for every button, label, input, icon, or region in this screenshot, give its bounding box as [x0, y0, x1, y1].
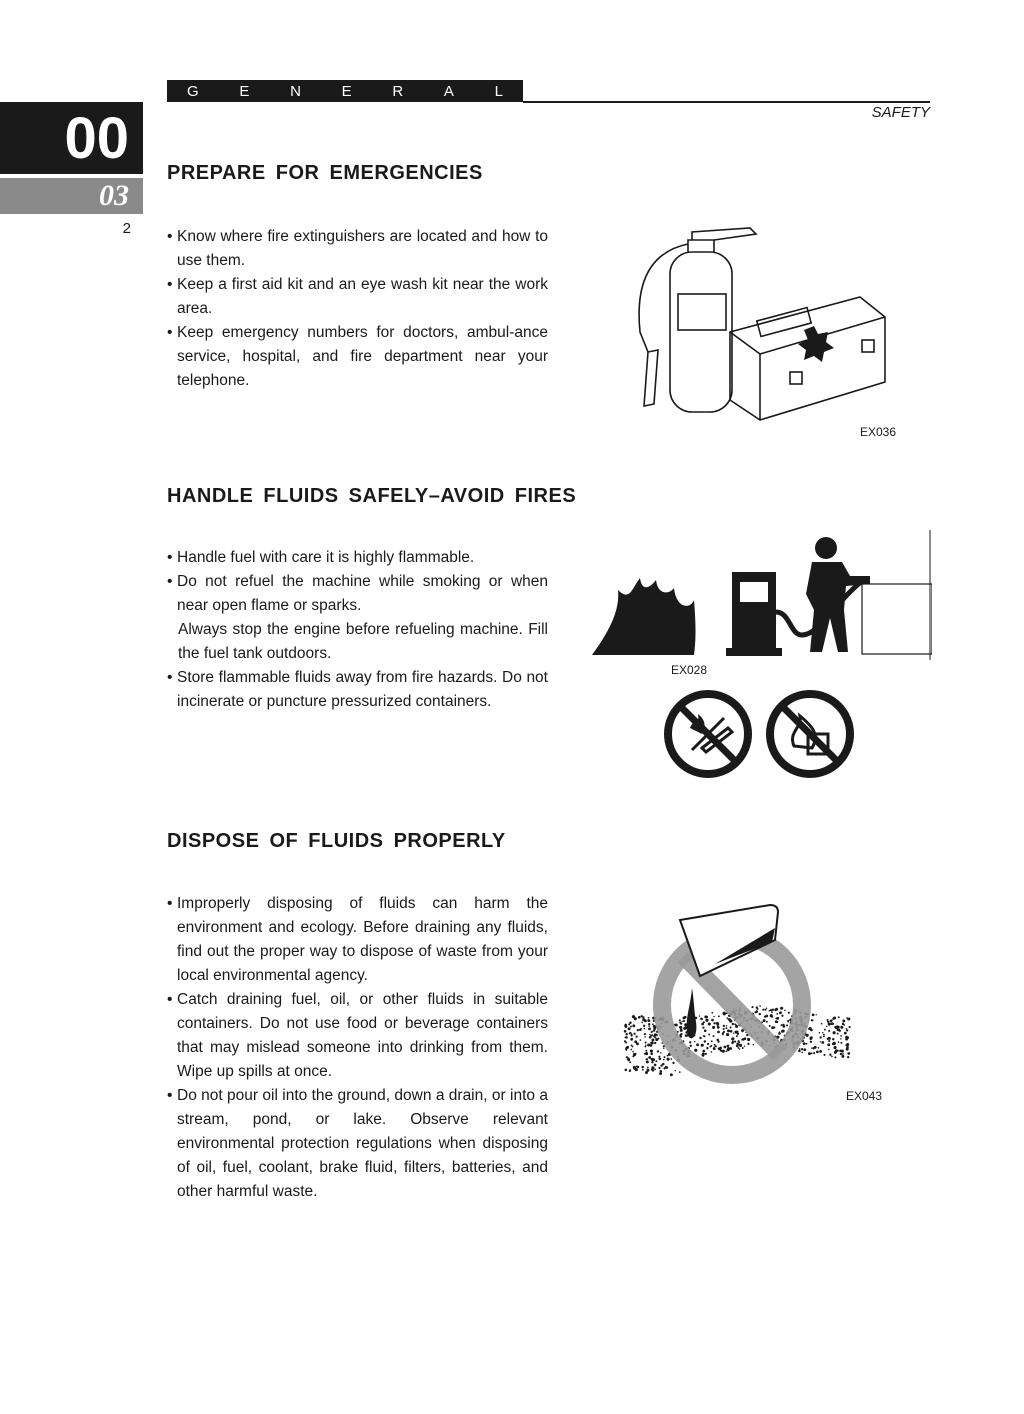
header-letter: E — [341, 82, 352, 100]
figure-code: EX028 — [671, 663, 708, 677]
list-item: • Know where fire extinguishers are located and how to use them. — [167, 225, 548, 273]
bullet-list — [167, 546, 548, 714]
list-item: • Keep a first aid kit and an eye wash kit near the work area. — [167, 273, 548, 321]
list-item: Always stop the engine before refueling machine. Fill the fuel tank outdoors. — [178, 621, 548, 662]
refueling-fire-illustration — [590, 530, 932, 665]
list-item: • Keep emergency numbers for doctors, ambul-ance service, hospital, and fire department near your telephone. — [167, 321, 548, 393]
section-heading: PREPARE FOR EMERGENCIES — [167, 162, 483, 184]
subchapter-tab: 03 — [0, 178, 143, 214]
header-rule — [523, 101, 930, 103]
section-heading: HANDLE FLUIDS SAFELY–AVOID FIRES — [167, 485, 577, 507]
list-item: • Do not refuel the machine while smoking or when near open flame or sparks. — [167, 570, 548, 618]
list-item: • Do not pour oil into the ground, down a drain, or into a stream, pond, or lake. Observe relevant environmental protection regulations when disposing of oil, fuel, coolant, brake fluid, filters, batteries, and other harmful waste. — [167, 1084, 548, 1204]
no-pouring-on-ground-illustration — [620, 900, 855, 1090]
header-letter: G — [187, 82, 199, 100]
chapter-tab: 00 — [0, 102, 143, 174]
fire-extinguisher-first-aid-illustration — [630, 222, 895, 427]
chapter-header-band — [167, 80, 523, 102]
figure-code: EX036 — [860, 425, 897, 439]
header-letter: R — [392, 82, 404, 100]
list-item: • Improperly disposing of fluids can harm the environment and ecology. Before draining any fluids, find out the proper way to dispose of waste from your local environmental agency. — [167, 892, 548, 988]
header-letter: A — [443, 82, 454, 100]
bullet-list — [167, 892, 548, 1204]
list-item: • Store flammable fluids away from fire hazards. Do not incinerate or puncture pressurized containers. — [167, 666, 548, 714]
header-letter: E — [239, 82, 250, 100]
header-letter: L — [494, 82, 503, 100]
figure-code: EX043 — [846, 1089, 883, 1103]
list-item: • Catch draining fuel, oil, or other fluids in suitable containers. Do not use food or beverage containers that may mislead someone into drinking from them. Wipe up spills at once. — [167, 988, 548, 1084]
section-label: SAFETY — [871, 104, 930, 121]
no-smoking-no-flame-signs — [662, 688, 856, 780]
list-item: • Handle fuel with care it is highly flammable. — [167, 546, 548, 570]
bullet-list — [167, 225, 548, 393]
header-letter: N — [290, 82, 301, 100]
section-heading: DISPOSE OF FLUIDS PROPERLY — [167, 830, 506, 852]
page-number: 2 — [122, 220, 131, 237]
